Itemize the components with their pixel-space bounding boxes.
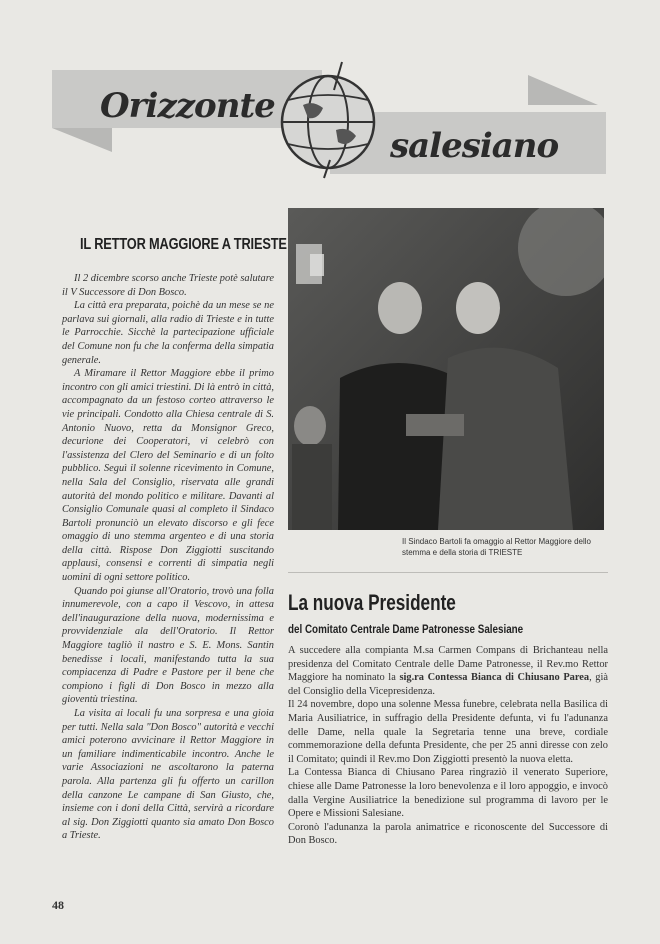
article-title-presidente: La nuova Presidente bbox=[288, 590, 456, 615]
article-subtitle-presidente: del Comitato Centrale Dame Patronesse Salesiane bbox=[288, 622, 524, 636]
paragraph-text: , già del Consiglio della Vicepresidenza. bbox=[288, 672, 609, 697]
paragraph: La città era preparata, poichè da un mese se ne parlava sui giornali, alla radio di Trieste e in tutte le Parrocchie. Sicchè la partecipazione ufficiale del Comune non fu che la conferma della simpatia generale. bbox=[62, 300, 274, 366]
paragraph-bold-name: sig.ra Contessa Bianca di Chiusano Parea bbox=[399, 672, 590, 684]
masthead-title-part1: Orizzonte bbox=[100, 86, 275, 126]
masthead-banner-tail-left bbox=[52, 128, 112, 152]
paragraph: La visita ai locali fu una sorpresa e una gioia per tutti. Nella sala "Don Bosco" autorità e vecchi amici poterono avvicinare il Rettor Maggiore in un familiare indimenticabile incontro. Anche le varie Associazioni ne ascoltarono la paterna parola. Alla partenza gli fu offerto un carillon della canzone Le campane di San Giusto, che, insieme con i doni della Città, servirà a ricordare al sig. Don Ziggiotti quanto sia amato Don Bosco a Trieste. bbox=[62, 708, 274, 842]
paragraph: Coronò l'adunanza la parola animatrice e riconoscente del Successore di Don Bosco. bbox=[288, 821, 608, 847]
paragraph: Il 24 novembre, dopo una solenne Messa funebre, celebrata nella Basilica di Maria Ausiliatrice, in suffragio della Presidente defunta, vi fu l'adunanza delle Dame, nella quale la Segretaria tenne una breve, cordiale commemorazione della defunta Presidente, che per 25 anni diresse con zelo il Comitato; quindi il Rev.mo Don Ziggiotti presentò la nuova eletta. bbox=[288, 699, 608, 765]
paragraph: A Miramare il Rettor Maggiore ebbe il primo incontro con gli amici triestini. Di là entrò in città, accompagnato da un festoso corteo attraverso le vie principali. Condotto alla Chiesa centrale di S. Antonio Nuovo, retta da Monsignor Greco, decurione dei Cooperatori, vi celebrò con l'assistenza del Clero del Seminario e di un folto pubblico. Seguì il solenne ricevimento in Comune, nella Sala del Consiglio, riservata alle grandi autorità del mondo politico e militare. Davanti al Consiglio Comunale quasi al completo il Sindaco Bartoli pronunciò un elevato discorso e gli fece omaggio di uno stemma argenteo e di una storia della città. Rispose Don Ziggiotti suscitando applausi, consensi e correnti di simpatia negli uomini di ogni settore politico. bbox=[62, 368, 274, 584]
paragraph: Quando poi giunse all'Oratorio, trovò una folla innumerevole, con a capo il Vescovo, in attesa dell'inaugurazione della nuova, modernissima e provvidenziale ala dell'Oratorio. Il Rettor Maggiore tagliò il nastro e S. E. Mons. Santin benedisse i locali, manifestando tutta la sua compiacenza di Padre e Pastore per il bene che compiono i figli di Don Bosco in mezzo alla gioventù triestina. bbox=[62, 585, 274, 706]
article-body-rettor bbox=[62, 272, 274, 843]
news-photo bbox=[288, 208, 604, 530]
masthead-banner-tail-right bbox=[528, 75, 598, 105]
paragraph: La Contessa Bianca di Chiusano Parea ringraziò il venerato Superiore, chiese alle Dame Patronesse la loro benevolenza e il loro appoggio, e invocò dalla Vergine Ausiliatrice la benedizione sul programma di lavoro per le Opere e Missioni Salesiane. bbox=[288, 767, 608, 820]
paragraph-text: A succedere alla compianta M.sa Carmen Compans di Brichanteau nella presidenza del Comitato Centrale delle Dame Patronesse, il Rev.mo Rettor Maggiore ha nominato la bbox=[288, 645, 608, 684]
paragraph: Il 2 dicembre scorso anche Trieste potè salutare il V Successore di Don Bosco. bbox=[62, 273, 274, 298]
paragraph bbox=[288, 644, 608, 698]
article-body-presidente bbox=[288, 644, 608, 848]
masthead-title-part2: salesiano bbox=[390, 126, 559, 166]
article-title-rettor: IL RETTOR MAGGIORE A TRIESTE bbox=[80, 236, 287, 253]
section-divider bbox=[288, 572, 608, 573]
page-number: 48 bbox=[52, 898, 64, 912]
globe-icon bbox=[268, 60, 388, 180]
photo-caption: Il Sindaco Bartoli fa omaggio al Rettor Maggiore dello stemma e della storia di TRIESTE bbox=[402, 537, 591, 557]
